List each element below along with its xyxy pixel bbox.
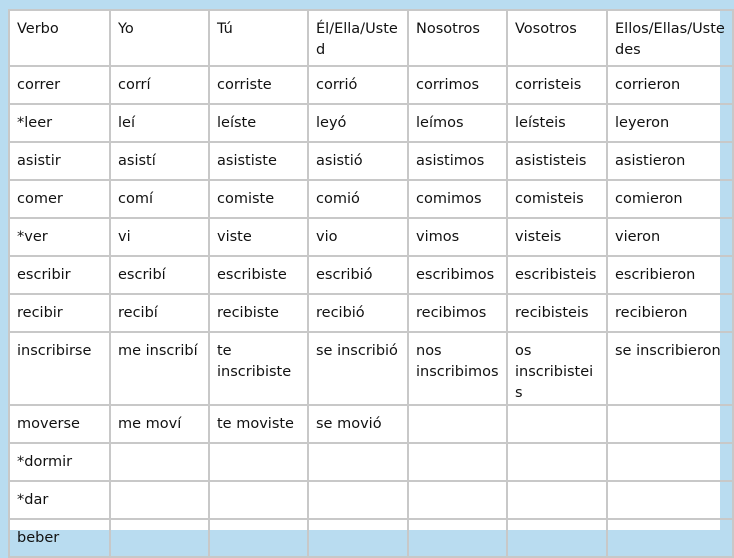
table-cell: se movió [308,405,408,443]
table-cell: visteis [507,218,607,256]
table-cell: leyó [308,104,408,142]
table-row [9,218,733,256]
table-cell: vi [110,218,209,256]
header-cell-ellos-ellas-ustedes: Ellos/Ellas/Ustedes [607,10,733,66]
table-cell [110,443,209,481]
table-row [9,481,733,519]
table-cell: vieron [607,218,733,256]
table-cell: asististeis [507,142,607,180]
table-cell: leísteis [507,104,607,142]
table-cell: corrimos [408,66,507,104]
table-cell: corrieron [607,66,733,104]
table-cell [607,519,733,557]
table-cell [408,481,507,519]
table-cell: asististe [209,142,308,180]
table-cell: comisteis [507,180,607,218]
header-cell-yo: Yo [110,10,209,66]
table-row [9,142,733,180]
table-cell: corriste [209,66,308,104]
table-cell: corrió [308,66,408,104]
table-cell: leí [110,104,209,142]
slide-frame [10,10,725,546]
table-cell [408,519,507,557]
table-cell: os inscribisteis [507,332,607,405]
table-cell: escribí [110,256,209,294]
table-cell: me moví [110,405,209,443]
table-cell: correr [9,66,110,104]
table-cell: vimos [408,218,507,256]
table-cell: comer [9,180,110,218]
table-cell: te moviste [209,405,308,443]
table-cell [209,481,308,519]
table-cell: comí [110,180,209,218]
table-cell: se inscribió [308,332,408,405]
table-cell: leímos [408,104,507,142]
table-row [9,180,733,218]
table-cell: asistieron [607,142,733,180]
table-row [9,256,733,294]
table-cell [308,481,408,519]
table-cell: escribiste [209,256,308,294]
table-cell: me inscribí [110,332,209,405]
table-cell: moverse [9,405,110,443]
table-cell: *dar [9,481,110,519]
table-cell: corristeis [507,66,607,104]
table-cell: recibiste [209,294,308,332]
table-cell: escribió [308,256,408,294]
table-cell: asistir [9,142,110,180]
table-row [9,405,733,443]
table-cell [209,519,308,557]
table-cell: asistió [308,142,408,180]
table-cell: escribimos [408,256,507,294]
table-row [9,104,733,142]
table-cell [110,481,209,519]
table-cell: corrí [110,66,209,104]
table-cell: beber [9,519,110,557]
table-row [9,519,733,557]
table-cell [507,443,607,481]
table-cell: leíste [209,104,308,142]
table-cell: inscribirse [9,332,110,405]
table-cell [408,405,507,443]
table-cell: comieron [607,180,733,218]
table-cell [607,443,733,481]
table-cell: vio [308,218,408,256]
table-cell [507,519,607,557]
header-cell-vosotros: Vosotros [507,10,607,66]
table-cell: recibieron [607,294,733,332]
table-cell: comimos [408,180,507,218]
table-cell: *leer [9,104,110,142]
table-cell [507,481,607,519]
table-cell: recibió [308,294,408,332]
table-cell: escribisteis [507,256,607,294]
table-cell: te inscribiste [209,332,308,405]
table-cell: escribieron [607,256,733,294]
table-cell: leyeron [607,104,733,142]
table-row [9,332,733,405]
table-cell: asistimos [408,142,507,180]
table-row [9,66,733,104]
table-cell: recibí [110,294,209,332]
table-cell: *dormir [9,443,110,481]
table-cell: *ver [9,218,110,256]
table-cell: recibir [9,294,110,332]
header-cell-verbo: Verbo [9,10,110,66]
table-cell [110,519,209,557]
table-cell: recibisteis [507,294,607,332]
table-cell: asistí [110,142,209,180]
header-cell-nosotros: Nosotros [408,10,507,66]
table-cell: comiste [209,180,308,218]
table-row [9,294,733,332]
table-cell [308,443,408,481]
table-cell: viste [209,218,308,256]
header-cell-tu: Tú [209,10,308,66]
table-cell: se inscribieron [607,332,733,405]
table-cell [209,443,308,481]
table-cell: nos inscribimos [408,332,507,405]
table-cell [607,405,733,443]
conjugation-table [8,9,734,558]
table-cell: comió [308,180,408,218]
header-cell-el-ella-usted: Él/Ella/Usted [308,10,408,66]
table-cell: escribir [9,256,110,294]
table-row [9,443,733,481]
table-cell: recibimos [408,294,507,332]
header-row [9,10,733,66]
table-cell [607,481,733,519]
table-cell [408,443,507,481]
table-cell [308,519,408,557]
table-cell [507,405,607,443]
